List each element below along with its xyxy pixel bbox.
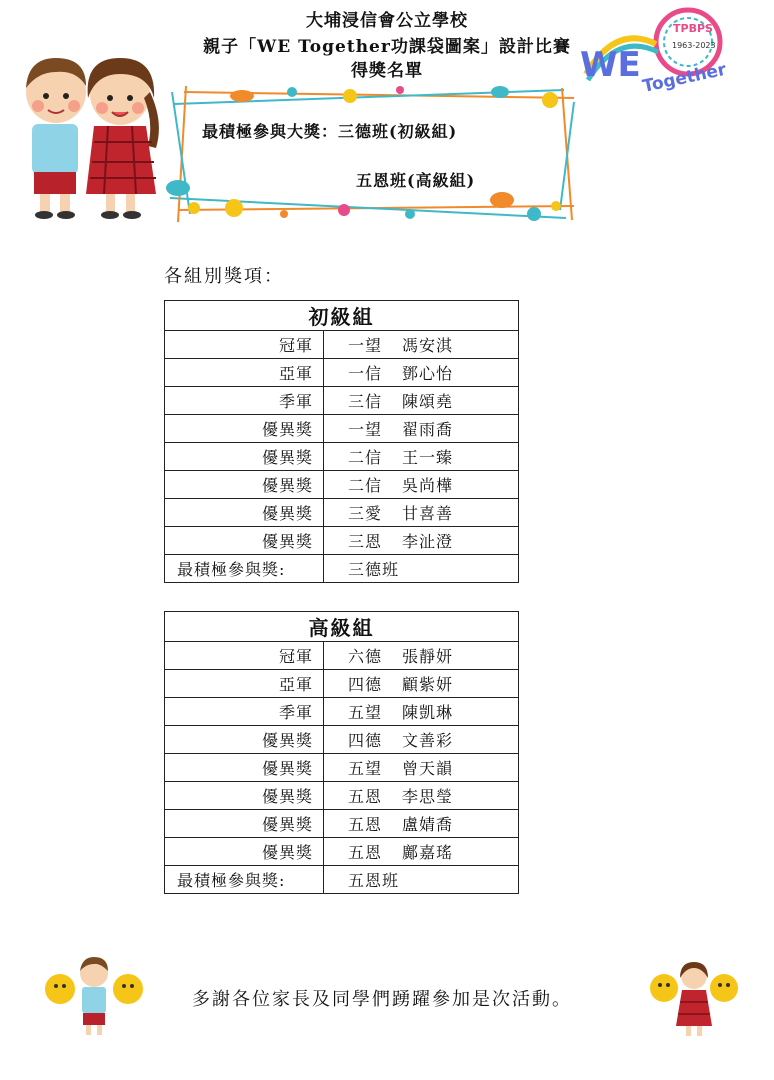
junior-results-table [164,300,519,583]
best-participation-value: 五恩班 [324,866,519,894]
table-row [165,387,519,415]
section-label: 各組別獎項： [164,266,284,287]
class-name: 六德 [348,647,383,666]
class-name: 三愛 [348,504,383,523]
table-row [165,331,519,359]
student-name: 甘喜善 [402,504,454,523]
table-row [165,415,519,443]
winner-cell [324,782,519,810]
class-name: 一望 [348,420,383,439]
cheer-boy-illustration [42,955,146,1039]
prize-cell: 季軍 [165,698,324,726]
class-name: 二信 [348,476,383,495]
prize-cell: 冠軍 [165,331,324,359]
prize-cell: 冠軍 [165,642,324,670]
table-row-best [165,866,519,894]
prize-cell: 優異獎 [165,415,324,443]
table-row [165,670,519,698]
class-name: 五恩 [348,843,383,862]
table-row [165,642,519,670]
prize-cell: 優異獎 [165,782,324,810]
winner-cell [324,726,519,754]
prize-cell: 優異獎 [165,499,324,527]
winner-cell [324,387,519,415]
kids-illustration [12,52,164,224]
winner-cell [324,754,519,782]
table-row [165,838,519,866]
logo-we-text: WE [580,45,641,85]
winner-cell [324,698,519,726]
class-name: 三信 [348,392,383,411]
thanks-message: 多謝各位家長及同學們踴躍參加是次活動。 [192,989,572,1010]
table-row [165,726,519,754]
class-name: 一信 [348,364,383,383]
junior-table-title: 初級組 [165,301,519,331]
best-participation-value: 三德班 [324,555,519,583]
decorative-frame [164,82,584,226]
prize-cell: 優異獎 [165,527,324,555]
winner-cell [324,810,519,838]
winner-cell [324,642,519,670]
student-name: 王一臻 [402,448,454,467]
senior-table-title: 高級組 [165,612,519,642]
student-name: 文善彩 [402,731,454,750]
student-name: 盧婧喬 [402,815,454,834]
table-row [165,782,519,810]
event-title: 親子「WE Together功課袋圖案」設計比賽 [203,37,571,57]
school-name: 大埔浸信會公立學校 [306,11,468,31]
prize-cell: 優異獎 [165,443,324,471]
winner-cell [324,499,519,527]
student-name: 張靜妍 [402,647,454,666]
class-name: 三恩 [348,532,383,551]
table-row [165,527,519,555]
class-name: 五望 [348,759,383,778]
table-row [165,443,519,471]
class-name: 四德 [348,675,383,694]
winner-cell [324,527,519,555]
highlight-award-line-1: 最積極參與大獎：三德班(初級組) [202,122,458,141]
best-participation-label: 最積極參與獎: [165,866,324,894]
winner-cell [324,471,519,499]
prize-cell: 優異獎 [165,471,324,499]
prize-cell: 季軍 [165,387,324,415]
winner-cell [324,359,519,387]
student-name: 曾天韻 [402,759,454,778]
senior-results-table [164,611,519,894]
student-name: 鄺嘉瑤 [402,843,454,862]
student-name: 翟雨喬 [402,420,454,439]
class-name: 五望 [348,703,383,722]
class-name: 四德 [348,731,383,750]
table-row [165,698,519,726]
class-name: 五恩 [348,815,383,834]
logo-years-text: 1963-2023 [672,41,716,50]
prize-cell: 優異獎 [165,810,324,838]
we-together-logo [576,4,736,100]
cheer-girl-illustration [648,960,740,1040]
winner-cell [324,670,519,698]
logo-badge-text: TPBPS [673,22,713,35]
table-row [165,471,519,499]
student-name: 李思瑩 [402,787,454,806]
prize-cell: 優異獎 [165,726,324,754]
winner-cell [324,415,519,443]
student-name: 陳頌堯 [402,392,454,411]
prize-cell: 優異獎 [165,838,324,866]
prize-cell: 亞軍 [165,359,324,387]
logo-together-text: Together [640,59,729,97]
table-row [165,359,519,387]
student-name: 鄧心怡 [402,364,454,383]
prize-cell: 優異獎 [165,754,324,782]
winner-cell [324,331,519,359]
student-name: 馮安淇 [402,336,454,355]
student-name: 陳凱琳 [402,703,454,722]
class-name: 五恩 [348,787,383,806]
student-name: 李沚澄 [402,532,454,551]
table-row [165,499,519,527]
table-row [165,754,519,782]
highlight-award-line-2: 五恩班(高級組) [356,171,476,190]
student-name: 吳尚樺 [402,476,454,495]
prize-cell: 亞軍 [165,670,324,698]
table-row-best [165,555,519,583]
class-name: 二信 [348,448,383,467]
class-name: 一望 [348,336,383,355]
winner-cell [324,838,519,866]
table-row [165,810,519,838]
winner-cell [324,443,519,471]
best-participation-label: 最積極參與獎: [165,555,324,583]
list-title: 得獎名單 [351,61,423,81]
student-name: 顧紫妍 [402,675,454,694]
